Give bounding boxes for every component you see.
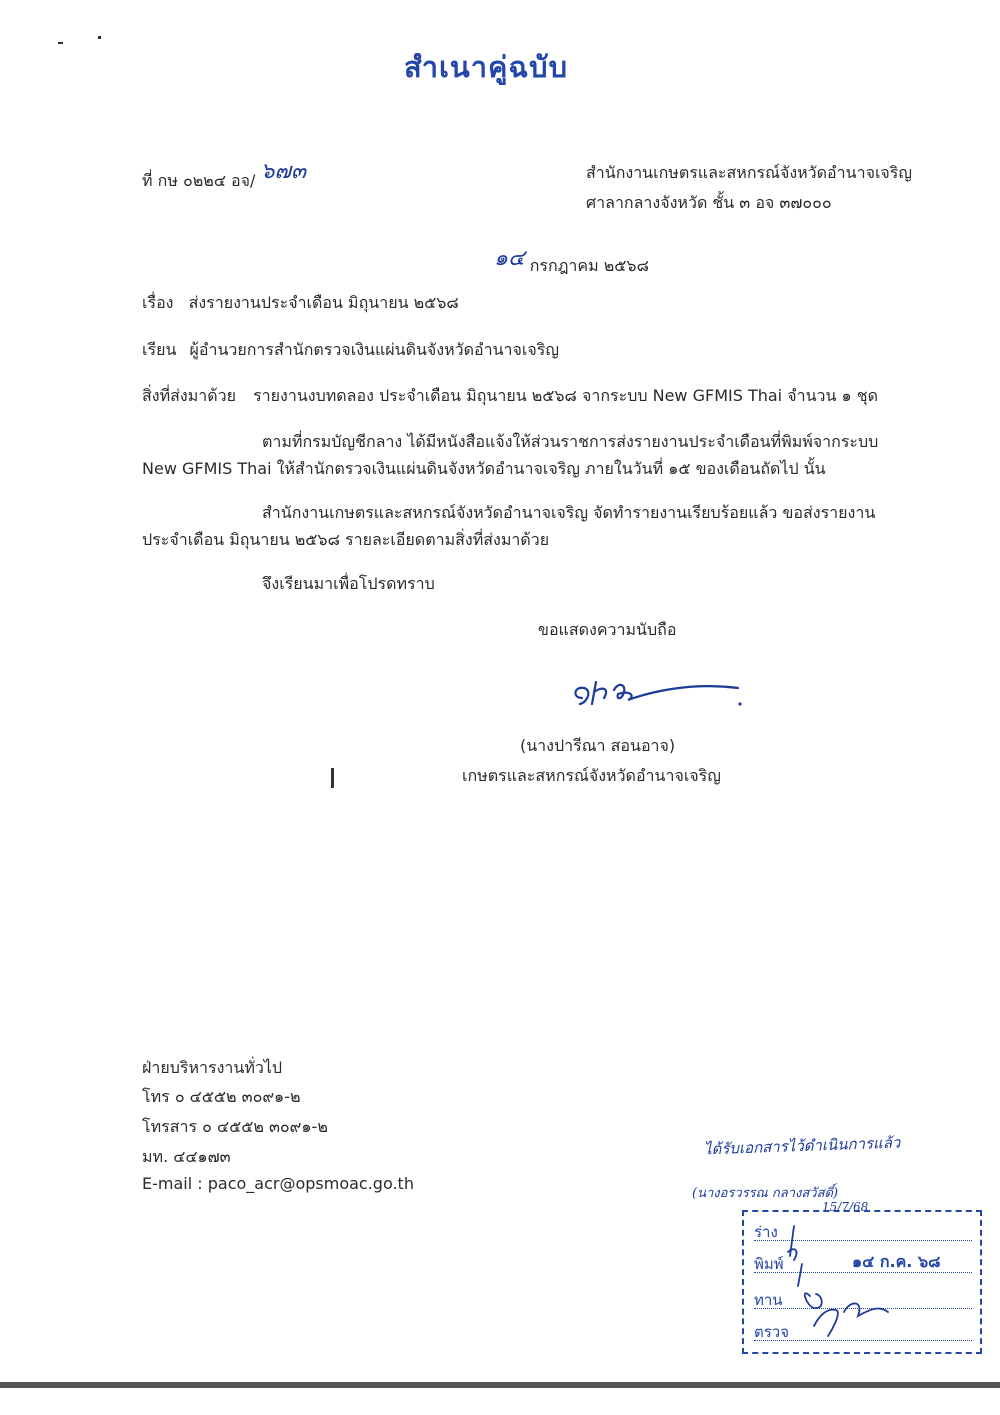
receipt-annotation-line2: (นางอรวรรณ กลางสวัสดิ์): [692, 1186, 839, 1201]
copy-stamp-header: สำเนาคู่ฉบับ: [404, 50, 568, 84]
subject-line: [142, 291, 459, 316]
ref-printed: กษ ๐๒๒๔ อจ/: [157, 171, 256, 190]
scan-speck: [331, 768, 334, 788]
closing-phrase: ขอแสดงความนับถือ: [538, 620, 677, 639]
contact-phone: โทร ๐ ๔๕๕๒ ๓๐๙๑-๒: [142, 1087, 301, 1106]
ref-label: ที่: [142, 171, 153, 190]
date-handwritten-day: ๑๔: [494, 246, 525, 271]
body-para1-line2: New GFMIS Thai ให้สำนักตรวจเงินแผ่นดินจังหวัดอำนาจเจริญ ภายในวันที่ ๑๕ ของเดือนถัดไป นั้น: [142, 459, 826, 478]
stamp-print-label: พิมพ์: [754, 1255, 784, 1273]
receipt-annotation-date: 15/7/68: [822, 1200, 869, 1214]
sender-address-line1: สำนักงานเกษตรและสหกรณ์จังหวัดอำนาจเจริญ: [586, 163, 913, 182]
signature-image: [570, 668, 750, 716]
stamp-verify-label: ตรวจ: [754, 1323, 790, 1341]
contact-email: E-mail : paco_acr@opsmoac.go.th: [142, 1174, 414, 1193]
contact-mobile: มท. ๔๔๑๗๓: [142, 1147, 231, 1166]
receipt-annotation-line1: ได้รับเอกสารไว้ดำเนินการแล้ว: [703, 1133, 901, 1159]
recipient-line: [142, 338, 559, 363]
subject-label: เรื่อง: [142, 293, 174, 312]
subject-text: ส่งรายงานประจำเดือน มิถุนายน ๒๕๖๘: [188, 293, 459, 312]
reference-number: [142, 161, 306, 196]
scan-speck: [58, 42, 63, 44]
ref-handwritten: ๖๗๓: [260, 159, 307, 184]
enclosure-line: [142, 384, 878, 409]
control-stamp: [742, 1210, 982, 1354]
contact-fax: โทรสาร ๐ ๔๕๕๒ ๓๐๙๑-๒: [142, 1117, 328, 1136]
stamp-initials-image: [780, 1216, 930, 1346]
enclosure-text: รายงานงบทดลอง ประจำเดือน มิถุนายน ๒๕๖๘ จากระบบ New GFMIS Thai จำนวน ๑ ชุด: [253, 386, 879, 405]
letter-date: [494, 246, 649, 281]
sender-address-line2: ศาลากลางจังหวัด ชั้น ๓ อจ ๓๗๐๐๐: [586, 193, 832, 212]
stamp-draft-label: ร่าง: [754, 1223, 778, 1241]
recipient-label: เรียน: [142, 340, 177, 359]
scan-bottom-edge: [0, 1382, 1000, 1388]
scan-speck: [98, 36, 101, 39]
date-printed: กรกฎาคม ๒๕๖๘: [529, 256, 649, 275]
body-para3: จึงเรียนมาเพื่อโปรดทราบ: [262, 574, 435, 593]
stamp-check-label: ทาน: [754, 1291, 783, 1309]
body-para1-line1: ตามที่กรมบัญชีกลาง ได้มีหนังสือแจ้งให้ส่วนราชการส่งรายงานประจำเดือนที่พิมพ์จากระบบ: [262, 432, 879, 451]
signatory-title: เกษตรและสหกรณ์จังหวัดอำนาจเจริญ: [462, 766, 721, 785]
recipient-text: ผู้อำนวยการสำนักตรวจเงินแผ่นดินจังหวัดอำนาจเจริญ: [189, 340, 559, 359]
signatory-name: (นางปารีณา สอนอาจ): [520, 736, 676, 755]
enclosure-label: สิ่งที่ส่งมาด้วย: [142, 386, 236, 405]
stamp-print-date: ๑๔ ก.ค. ๖๘: [852, 1252, 941, 1271]
contact-department: ฝ่ายบริหารงานทั่วไป: [142, 1058, 283, 1077]
body-para2-line2: ประจำเดือน มิถุนายน ๒๕๖๘ รายละเอียดตามสิ่งที่ส่งมาด้วย: [142, 530, 550, 549]
body-para2-line1: สำนักงานเกษตรและสหกรณ์จังหวัดอำนาจเจริญ จัดทำรายงานเรียบร้อยแล้ว ขอส่งรายงาน: [262, 503, 876, 522]
